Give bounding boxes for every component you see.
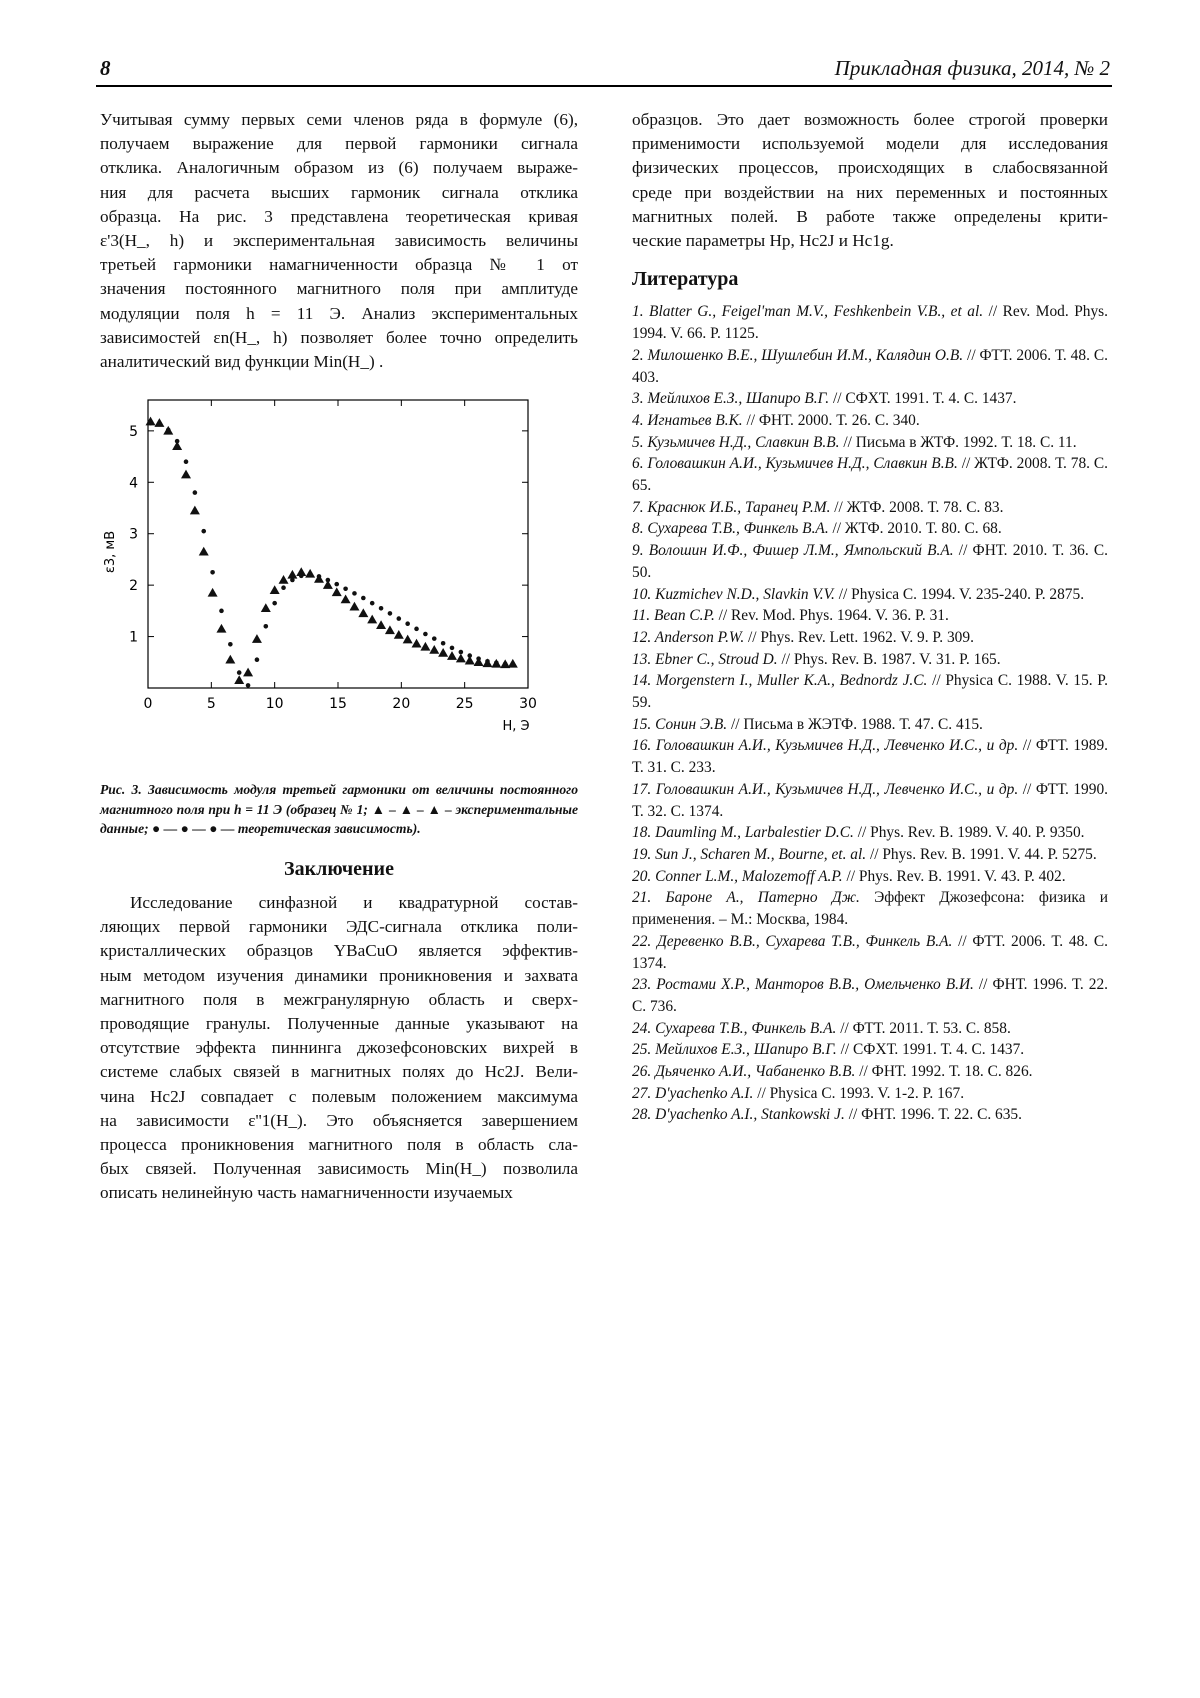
page-header (100, 56, 1110, 84)
reference-authors: 28. D'yachenko A.I., Stankowski J. (632, 1106, 845, 1124)
reference-item (632, 779, 1108, 822)
reference-authors: 7. Краснюк И.Б., Таранец Р.М. (632, 498, 831, 516)
reference-item (632, 1018, 1108, 1040)
reference-authors: 14. Morgenstern I., Muller K.A., Bednordz J.C. (632, 672, 928, 690)
reference-authors: 26. Дьяченко А.И., Чабаненко В.В. (632, 1063, 856, 1081)
reference-source: // СФХТ. 1991. Т. 4. С. 1437. (829, 390, 1017, 408)
reference-item (632, 714, 1108, 736)
x-tick-label: 5 (206, 696, 216, 713)
triangle-data-point (252, 634, 262, 643)
triangle-data-point (358, 609, 368, 618)
reference-authors: 4. Игнатьев В.К. (632, 411, 743, 429)
triangle-data-point (181, 470, 191, 479)
text-line: аналитический вид функции Min(H_) . (100, 352, 384, 372)
text-line: образца. На рис. 3 представлена теоретическая кривая (100, 206, 578, 226)
circle-data-point (264, 624, 269, 629)
circle-data-point (432, 637, 437, 642)
triangle-data-point (208, 588, 218, 597)
text-line: ным методом изучения динамики проникновения и захвата (100, 965, 578, 985)
reference-authors: 15. Сонин Э.В. (632, 715, 728, 733)
reference-source: // Phys. Rev. B. 1989. V. 40. P. 9350. (853, 824, 1085, 842)
text-line: бых связей. Полученная зависимость Min(H_) позволила (100, 1159, 578, 1179)
y-tick-label: 1 (129, 629, 138, 646)
reference-authors: 23. Ростами Х.Р., Манторов В.В., Омельченко В.И. (632, 976, 974, 994)
triangle-data-point (190, 506, 200, 515)
reference-authors: 1. Blatter G., Feigel'man M.V., Feshkenbein V.B., et al. (632, 303, 984, 321)
reference-source: // Rev. Mod. Phys. 1964. V. 36. P. 31. (714, 607, 949, 625)
circle-data-point (467, 654, 472, 659)
circle-data-point (511, 662, 516, 667)
reference-source: // ФТТ. 2006. Т. 48. С. 403. (632, 346, 1108, 386)
text-line: магнитного поля в межгранулярную область и сверх- (100, 989, 578, 1009)
text-line: ческие параметры Hp, Hc2J и Hc1g. (632, 231, 894, 251)
triangle-data-point (341, 595, 351, 604)
text-line: физических процессов, происходящих в слабосвязанной (632, 158, 1108, 178)
triangle-data-point (412, 639, 422, 648)
text-line: зависимостей εn(H_, h) позволяет более точно определить (100, 327, 578, 347)
triangle-data-point (216, 624, 226, 633)
reference-source: // ЖТФ. 2010. Т. 80. С. 68. (828, 520, 1002, 538)
circle-data-point (361, 596, 366, 601)
reference-source: // ФТТ. 1990. Т. 32. С. 1374. (632, 780, 1108, 820)
reference-authors: 8. Сухарева Т.В., Финкель В.А. (632, 520, 829, 538)
journal-title: Прикладная физика, 2014, № 2 (834, 56, 1110, 80)
reference-authors: 10. Kuzmichev N.D., Slavkin V.V. (632, 585, 835, 603)
circle-data-point (334, 582, 339, 587)
reference-source: // ЖТФ. 2008. Т. 78. С. 65. (632, 455, 1108, 495)
circle-data-point (210, 570, 215, 575)
plot-frame (148, 400, 528, 688)
triangle-data-point (270, 586, 280, 595)
section-title-conclusion: Заключение (284, 857, 394, 880)
text-line: Исследование синфазной и квадратурной состав- (130, 892, 578, 912)
text-line: ε'3(H_, h) и экспериментальная зависимость величины (100, 231, 578, 251)
reference-authors: 9. Волошин И.Ф., Фишер Л.М., Ямпольский В.А. (632, 542, 954, 560)
reference-authors: 3. Мейлихов Е.З., Шапиро В.Г. (632, 390, 830, 408)
y-tick-label: 4 (129, 475, 138, 492)
reference-source: // Phys. Rev. B. 1991. V. 44. P. 5275. (866, 846, 1097, 863)
circle-data-point (255, 658, 260, 663)
triangle-data-point (438, 648, 448, 657)
reference-source: // ЖТФ. 2008. Т. 78. С. 83. (830, 498, 1004, 516)
left-column (100, 108, 578, 1206)
reference-item (632, 605, 1108, 627)
reference-source: // ФНТ. 1996. Т. 22. С. 736. (632, 976, 1108, 1015)
reference-authors: 19. Sun J., Scharen M., Bourne, et. al. (632, 846, 867, 863)
triangle-data-point (420, 642, 430, 651)
triangle-data-point (403, 635, 413, 644)
triangle-data-point (456, 654, 466, 663)
circle-data-point (201, 529, 206, 534)
reference-source: // ФНТ. 1996. Т. 22. С. 635. (844, 1106, 1022, 1124)
triangle-data-point (349, 602, 359, 611)
header-rule (96, 85, 1112, 87)
reference-source: // Письма в ЖЭТФ. 1988. Т. 47. С. 415. (727, 715, 983, 733)
reference-source: // ФТТ. 2006. Т. 48. С. 1374. (632, 932, 1108, 972)
y-axis-label: ε3, мВ (103, 531, 118, 574)
reference-item (632, 388, 1108, 410)
reference-source: // Physica C. 1993. V. 1-2. P. 167. (753, 1084, 965, 1102)
circle-data-point (281, 586, 286, 591)
references-title: Литература (632, 268, 739, 291)
reference-authors: 13. Ebner C., Stroud D. (632, 650, 778, 668)
text-line: третьей гармоники намагниченности образца № 1 от (100, 255, 578, 275)
triangle-data-point (376, 620, 386, 629)
reference-authors: 25. Мейлихов Е.З., Шапиро В.Г. (632, 1041, 837, 1059)
circle-data-point (450, 646, 455, 651)
text-line: отклика. Аналогичным образом из (6) получаем выраже- (100, 158, 578, 178)
reference-source: // Rev. Mod. Phys. 1994. V. 66. P. 1125. (632, 303, 1108, 343)
reference-item (632, 844, 1108, 866)
circle-data-point (237, 671, 242, 676)
reference-source: // Phys. Rev. B. 1991. V. 43. P. 402. (842, 867, 1066, 885)
reference-item (632, 974, 1108, 1017)
reference-authors: 16. Головашкин А.И., Кузьмичев Н.Д., Левченко И.С., и др. (632, 737, 1019, 755)
intro-paragraph (100, 108, 578, 374)
reference-authors: 20. Conner L.M., Malozemoff A.P. (632, 867, 843, 885)
triangle-data-point (394, 630, 404, 639)
x-tick-label: 10 (265, 696, 284, 713)
reference-item (632, 518, 1108, 540)
reference-source: Эффект Джозефсона: физика и применения. – М.: Москва, 1984. (632, 889, 1108, 929)
continuation-paragraph (632, 108, 1108, 253)
page-number: 8 (100, 56, 111, 80)
reference-source: // ФНТ. 1992. Т. 18. С. 826. (855, 1063, 1033, 1081)
triangle-data-point (279, 575, 289, 584)
circle-data-point (441, 641, 446, 646)
reference-authors: 2. Милошенко В.Е., Шушлебин И.М., Калядин О.В. (632, 346, 964, 364)
triangle-data-point (287, 570, 297, 579)
reference-item (632, 931, 1108, 974)
text-line: отсутствие эффекта пиннинга джозефсоновских вихрей в (100, 1038, 578, 1058)
reference-item (632, 345, 1108, 388)
figure-caption: Рис. 3. Зависимость модуля третьей гармоники от величины постоянного магнитного поля при h = 11 Э (образец № 1; ▲ – ▲ – ▲ – экспериментальные данные; ● — ● — ● — теоретическая зависимость). (100, 782, 578, 837)
circle-data-point (290, 578, 295, 583)
x-tick-label: 20 (392, 696, 411, 713)
text-line: ния для расчета высших гармоник сигнала отклика (100, 182, 578, 202)
text-line: кристаллических образцов YBaCuO является эффектив- (100, 941, 578, 961)
reference-source: // Phys. Rev. B. 1987. V. 31. P. 165. (777, 650, 1001, 668)
reference-source: // Physica C. 1994. V. 235-240. P. 2875. (834, 585, 1085, 603)
text-line: Учитывая сумму первых семи членов ряда в формуле (6), (100, 110, 578, 129)
circle-data-point (272, 601, 277, 606)
x-tick-label: 30 (519, 696, 537, 713)
text-line: ляющих первой гармоники ЭДС-сигнала отклика поли- (100, 917, 578, 937)
circle-data-point (459, 650, 464, 655)
reference-source: // Письма в ЖТФ. 1992. Т. 18. С. 11. (839, 433, 1077, 451)
reference-item (632, 497, 1108, 519)
reference-source: // Physica C. 1988. V. 15. P. 59. (632, 672, 1108, 712)
circle-data-point (228, 642, 233, 647)
circle-data-point (326, 578, 331, 583)
reference-item (632, 301, 1108, 344)
text-line: магнитных полей. В работе также определены крити- (632, 206, 1108, 226)
reference-source: // ФНТ. 2000. Т. 26. С. 340. (742, 411, 920, 429)
reference-source: // СФХТ. 1991. Т. 4. С. 1437. (836, 1041, 1025, 1059)
reference-item (632, 866, 1108, 888)
triangle-data-point (199, 547, 209, 556)
reference-item (632, 1039, 1108, 1061)
text-line: значения постоянного магнитного поля при амплитуде (100, 279, 578, 299)
y-tick-label: 5 (129, 424, 138, 441)
text-line: получаем выражение для первой гармоники сигнала (100, 134, 578, 154)
reference-source: // Phys. Rev. Lett. 1962. V. 9. P. 309. (744, 628, 974, 646)
triangle-data-point (367, 615, 377, 624)
reference-item (632, 649, 1108, 671)
triangle-data-point (447, 651, 457, 660)
reference-item (632, 584, 1108, 606)
reference-authors: 17. Головашкин А.И., Кузьмичев Н.Д., Левченко И.С., и др. (632, 780, 1019, 798)
reference-authors: 5. Кузьмичев Н.Д., Славкин В.В. (632, 433, 840, 451)
circle-data-point (193, 491, 198, 496)
circle-data-point (246, 683, 251, 688)
right-column (632, 108, 1108, 1126)
circle-data-point (184, 460, 189, 465)
circle-data-point (494, 661, 499, 666)
circle-data-point (370, 601, 375, 606)
reference-authors: 6. Головашкин А.И., Кузьмичев Н.Д., Славкин В.В. (632, 455, 958, 473)
circle-data-point (414, 627, 419, 632)
triangle-data-point (332, 588, 342, 597)
circle-data-point (485, 659, 490, 664)
text-line: описать нелинейную часть намагниченности изучаемых (100, 1183, 513, 1203)
circle-data-point (308, 573, 313, 578)
reference-source: // ФТТ. 1989. Т. 31. С. 233. (632, 737, 1108, 777)
circle-data-point (219, 609, 224, 614)
triangle-data-point (385, 626, 395, 635)
triangle-data-point (261, 604, 271, 613)
reference-item (632, 735, 1108, 778)
circle-data-point (379, 606, 384, 611)
reference-authors: 11. Bean C.P. (632, 607, 715, 625)
reference-authors: 24. Сухарева Т.В., Финкель В.А. (632, 1019, 837, 1037)
triangle-data-point (243, 668, 253, 677)
text-line: проводящие гранулы. Полученные данные указывают на (100, 1013, 578, 1033)
text-line: среде при воздействии на них переменных и постоянных (632, 182, 1108, 202)
reference-authors: 18. Daumling M., Larbalestier D.C. (632, 824, 854, 842)
text-line: на зависимости ε''1(H_). Это объясняется завершением (100, 1110, 578, 1130)
reference-authors: 27. D'yachenko A.I. (632, 1084, 754, 1102)
reference-item (632, 453, 1108, 496)
x-tick-label: 15 (329, 696, 347, 713)
reference-item (632, 822, 1108, 844)
circle-data-point (388, 611, 393, 616)
reference-authors: 22. Деревенко В.В., Сухарева Т.В., Финкель В.А. (632, 932, 953, 950)
circle-data-point (405, 622, 410, 627)
reference-authors: 21. Бароне А., Патерно Дж. (632, 889, 860, 907)
figure-3 (100, 392, 578, 772)
text-line: системе слабых связей в магнитных полях до Hc2J. Вели- (100, 1062, 578, 1082)
circle-data-point (299, 574, 304, 579)
text-line: применимости используемой модели для исследования (632, 134, 1108, 154)
reference-item (632, 432, 1108, 454)
reference-item (632, 1061, 1108, 1083)
reference-item (632, 1104, 1108, 1126)
text-line: модуляции поля h = 11 Э. Анализ экспериментальных (100, 303, 578, 323)
conclusion-paragraph (100, 891, 578, 1206)
circle-data-point (148, 421, 153, 426)
circle-data-point (503, 662, 508, 667)
y-tick-label: 2 (129, 578, 138, 595)
circle-data-point (423, 632, 428, 637)
reference-source: // ФТТ. 2011. Т. 53. С. 858. (836, 1019, 1011, 1037)
reference-item (632, 627, 1108, 649)
circle-data-point (476, 657, 481, 662)
reference-item (632, 540, 1108, 583)
text-line: процесса проникновения магнитного поля в область сла- (100, 1134, 578, 1154)
circle-data-point (343, 587, 348, 592)
chart-figure-3 (100, 392, 578, 772)
x-tick-label: 25 (455, 696, 474, 713)
reference-item (632, 410, 1108, 432)
reference-item (632, 887, 1108, 930)
triangle-data-point (225, 655, 235, 664)
triangle-data-point (429, 645, 439, 654)
reference-item (632, 670, 1108, 713)
circle-data-point (175, 439, 180, 444)
circle-data-point (317, 574, 322, 579)
references-list (632, 301, 1108, 1126)
y-tick-label: 3 (129, 526, 138, 543)
circle-data-point (397, 617, 402, 622)
x-axis-label: H, Э (502, 719, 530, 735)
triangle-data-point (234, 676, 244, 685)
reference-source: // ФНТ. 2010. Т. 36. С. 50. (632, 542, 1108, 581)
circle-data-point (157, 422, 162, 427)
text-line: образцов. Это дает возможность более строгой проверки (632, 110, 1108, 129)
circle-data-point (352, 591, 357, 596)
x-tick-label: 0 (143, 696, 153, 713)
reference-authors: 12. Anderson P.W. (632, 628, 745, 646)
reference-item (632, 1083, 1108, 1105)
circle-data-point (166, 428, 171, 433)
text-line: чина Hc2J совпадает с полевым положением максимума (100, 1086, 578, 1106)
